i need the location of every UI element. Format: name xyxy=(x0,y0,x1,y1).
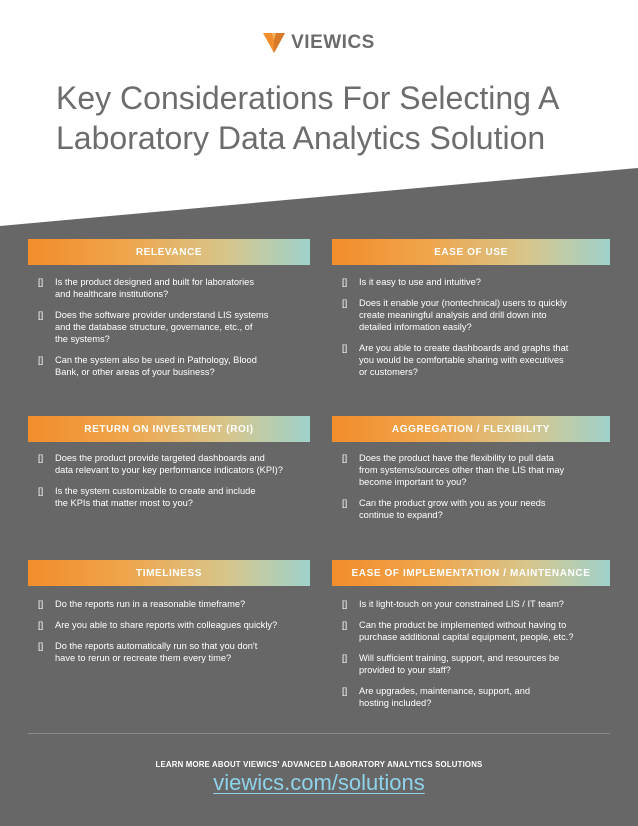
checklist-item xyxy=(342,297,612,333)
checkbox-glyph: [] xyxy=(342,453,348,463)
checklist-item-line: and healthcare institutions? xyxy=(55,289,169,299)
checklist-item-line: data relevant to your key performance indicators (KPI)? xyxy=(55,465,283,475)
checklist-item-line: Can the product be implemented without having to xyxy=(359,620,567,630)
checklist-item-line: have to rerun or recreate them every time? xyxy=(55,653,232,663)
roi-list xyxy=(38,452,318,518)
implementation-heading: EASE OF IMPLEMENTATION / MAINTENANCE xyxy=(351,567,591,579)
checkbox-glyph: [] xyxy=(342,686,348,696)
checklist-item-line: purchase additional capital equipment, people, etc.? xyxy=(359,632,574,642)
page-title-line-1: Key Considerations For Selecting A xyxy=(56,80,560,116)
checklist-item-line: Does the product have the flexibility to pull data xyxy=(359,453,554,463)
checklist-item-line: Does it enable your (nontechnical) users to quickly xyxy=(359,298,567,308)
relevance-header xyxy=(28,239,310,265)
checkbox-glyph: [] xyxy=(38,620,44,630)
checklist-item xyxy=(38,276,318,300)
checklist-item-line: Do the reports run in a reasonable timeframe? xyxy=(55,599,246,609)
checklist-item-line: Is it easy to use and intuitive? xyxy=(359,277,481,287)
roi-heading: RETURN ON INVESTMENT (ROI) xyxy=(84,423,254,435)
footer-divider xyxy=(28,733,610,734)
checklist-item xyxy=(38,640,318,664)
checklist-item xyxy=(38,598,318,610)
checklist-item-line: provided to your staff? xyxy=(359,665,451,675)
checkbox-glyph: [] xyxy=(342,298,348,308)
checkbox-glyph: [] xyxy=(38,641,44,651)
timeliness-heading: TIMELINESS xyxy=(135,567,202,579)
checklist-item-line: Does the product provide targeted dashboards and xyxy=(55,453,265,463)
checkbox-glyph: [] xyxy=(38,355,44,365)
aggregation-list xyxy=(342,452,612,530)
checklist-item xyxy=(38,354,318,378)
checklist-item-line: Can the product grow with you as your needs xyxy=(359,498,546,508)
checklist-item-line: Is it light-touch on your constrained LIS / IT team? xyxy=(359,599,564,609)
checklist-item-line: Do the reports automatically run so that you don't xyxy=(55,641,258,651)
ease-of-use-header xyxy=(332,239,610,265)
checklist-item xyxy=(342,685,612,709)
checklist-item-line: Does the software provider understand LIS systems xyxy=(55,310,269,320)
checkbox-glyph: [] xyxy=(342,343,348,353)
checkbox-glyph: [] xyxy=(342,498,348,508)
cta-text: LEARN MORE ABOUT VIEWICS' ADVANCED LABORATORY ANALYTICS SOLUTIONS xyxy=(155,760,483,769)
checklist-item-line: become important to you? xyxy=(359,477,467,487)
checkbox-glyph: [] xyxy=(342,277,348,287)
checklist-item xyxy=(38,619,318,631)
checklist-item-line: Can the system also be used in Pathology, Blood xyxy=(55,355,257,365)
checklist-item xyxy=(342,619,612,643)
checkbox-glyph: [] xyxy=(342,620,348,630)
checklist-item xyxy=(342,276,612,288)
brand-logo xyxy=(0,32,638,54)
checklist-item-line: you would be comfortable sharing with executives xyxy=(359,355,564,365)
relevance-list xyxy=(38,276,318,387)
checklist-item xyxy=(342,342,612,378)
checkbox-glyph: [] xyxy=(342,653,348,663)
ease-of-use-heading: EASE OF USE xyxy=(434,246,508,258)
checklist-item-line: from systems/sources other than the LIS that may xyxy=(359,465,565,475)
checkbox-glyph: [] xyxy=(38,453,44,463)
page-title-line-2: Laboratory Data Analytics Solution xyxy=(56,120,546,156)
checkbox-glyph: [] xyxy=(342,599,348,609)
checklist-item xyxy=(342,652,612,676)
relevance-heading: RELEVANCE xyxy=(135,246,203,258)
checklist-item-line: Is the system customizable to create and include xyxy=(55,486,256,496)
checklist-item xyxy=(38,452,318,476)
checkbox-glyph: [] xyxy=(38,599,44,609)
checklist-item-line: Will sufficient training, support, and resources be xyxy=(359,653,560,663)
checklist-item-line: the systems? xyxy=(55,334,110,344)
checklist-item-line: and the database structure, governance, etc., of xyxy=(55,322,253,332)
page-title xyxy=(56,78,616,158)
aggregation-header xyxy=(332,416,610,442)
checkbox-glyph: [] xyxy=(38,310,44,320)
checklist-item-line: hosting included? xyxy=(359,698,432,708)
brand-name: VIEWICS xyxy=(291,32,375,53)
checkbox-glyph: [] xyxy=(38,277,44,287)
checklist-item-line: Are you able to create dashboards and graphs that xyxy=(359,343,569,353)
checklist-item xyxy=(342,497,612,521)
checklist-item xyxy=(342,452,612,488)
checklist-item-line: create meaningful analysis and drill down into xyxy=(359,310,547,320)
checklist-item-line: continue to expand? xyxy=(359,510,443,520)
checklist-item-line: Is the product designed and built for laboratories xyxy=(55,277,254,287)
checklist-item xyxy=(38,309,318,345)
checkbox-glyph: [] xyxy=(38,486,44,496)
checklist-item-line: Are you able to share reports with colleagues quickly? xyxy=(55,620,278,630)
timeliness-header xyxy=(28,560,310,586)
aggregation-heading: AGGREGATION / FLEXIBILITY xyxy=(391,423,551,435)
checklist-item xyxy=(38,485,318,509)
viewics-logo-icon xyxy=(263,33,285,53)
roi-header xyxy=(28,416,310,442)
implementation-header xyxy=(332,560,610,586)
implementation-list xyxy=(342,598,612,718)
timeliness-list xyxy=(38,598,318,673)
checklist-item-line: Bank, or other areas of your business? xyxy=(55,367,215,377)
checklist-item xyxy=(342,598,612,610)
checklist-item-line: detailed information easily? xyxy=(359,322,472,332)
solutions-link[interactable]: viewics.com/solutions xyxy=(213,770,425,795)
checklist-item-line: or customers? xyxy=(359,367,418,377)
checklist-item-line: Are upgrades, maintenance, support, and xyxy=(359,686,531,696)
checklist-item-line: the KPIs that matter most to you? xyxy=(55,498,193,508)
ease-of-use-list xyxy=(342,276,612,387)
